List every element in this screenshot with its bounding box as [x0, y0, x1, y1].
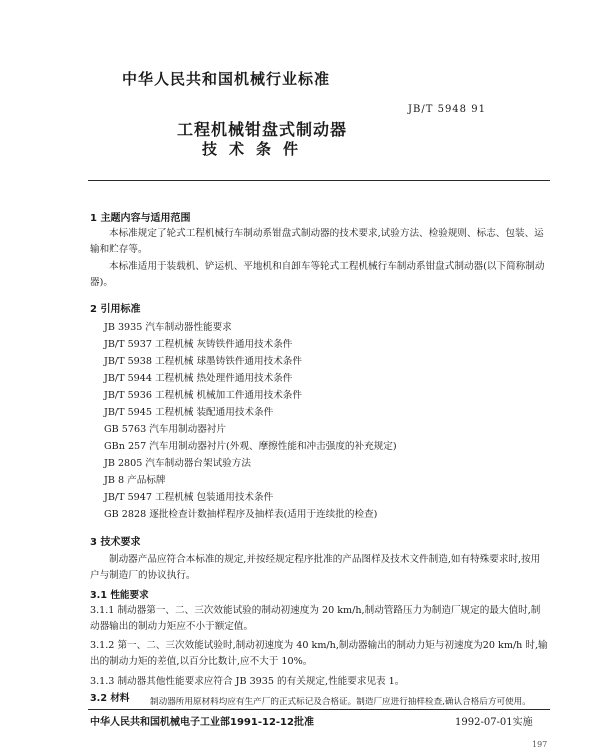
clause-3-2-paragraph: 制动器所用原材料均应有生产厂的正式标记及合格证。制造厂应进行抽样检查,确认合格后方可使用。: [150, 697, 531, 707]
approval-line: 中华人民共和国机械电子工业部1991-12-12批准: [90, 717, 314, 728]
section-2-heading: 2 引用标准: [90, 304, 141, 315]
reference-item: JB 3935 汽车制动器性能要求: [104, 322, 232, 333]
section-1-heading: 1 主题内容与适用范围: [90, 213, 191, 224]
reference-item: JB/T 5936 工程机械 机械加工件通用技术条件: [104, 390, 302, 401]
section-3-heading: 3 技术要求: [90, 537, 141, 548]
header-divider: [88, 180, 550, 181]
section-1-paragraph-2: 本标准适用于装载机、铲运机、平地机和自卸车等轮式工程机械行车制动系钳盘式制动器(以下简称制动器)。: [90, 261, 545, 289]
reference-item: JB/T 5944 工程机械 热处理件通用技术条件: [104, 373, 293, 384]
section-3-1-heading: 3.1 性能要求: [90, 590, 149, 601]
clause-3-1-2: 3.1.2 第一、二、三次效能试验时,制动初速度为 40 km/h,制动器输出的制动力矩与初速度为20 km/h 时,输出的制动力矩的差值,以百分比数计,应不大于 10%。: [90, 640, 548, 668]
reference-item: JB 2805 汽车制动器台架试验方法: [104, 458, 251, 469]
clause-3-1-3: 3.1.3 制动器其他性能要求应符合 JB 3935 的有关规定,性能要求见表 1。: [90, 676, 405, 687]
reference-item: JB 8 产品标牌: [104, 475, 166, 486]
footer-divider: [88, 709, 550, 710]
effective-date: 1992-07-01实施: [455, 717, 533, 728]
reference-item: GBn 257 汽车用制动器衬片(外观、摩擦性能和冲击强度的补充规定): [104, 441, 397, 452]
section-3-paragraph: 制动器产品应符合本标准的规定,并按经规定程序批准的产品图样及技术文件制造,如有特殊要求时,按用户与制造厂的协议执行。: [90, 554, 541, 582]
reference-item: JB/T 5945 工程机械 装配通用技术条件: [104, 407, 274, 418]
reference-item: GB 2828 逐批检查计数抽样程序及抽样表(适用于连续批的检查): [104, 509, 378, 520]
document-subtitle: 技术条件: [202, 140, 311, 158]
reference-item: JB/T 5947 工程机械 包装通用技术条件: [104, 492, 274, 503]
clause-3-1-1: 3.1.1 制动器第一、二、三次效能试验的制动初速度为 20 km/h,制动管路压力为制造厂规定的最大值时,制动器输出的制动力矩应不小于额定值。: [90, 605, 541, 633]
reference-item: JB/T 5937 工程机械 灰铸铁件通用技术条件: [104, 339, 293, 350]
section-1-paragraph-1: 本标准规定了轮式工程机械行车制动系钳盘式制动器的技术要求,试验方法、检验规则、标志、包装、运输和贮存等。: [90, 228, 544, 256]
document-title: 工程机械钳盘式制动器: [177, 120, 348, 139]
reference-item: JB/T 5938 工程机械 球墨铸铁件通用技术条件: [104, 356, 302, 367]
page-number: 197: [532, 740, 548, 749]
reference-item: GB 5763 汽车用制动器衬片: [104, 424, 226, 435]
section-3-2-heading: 3.2 材料: [90, 693, 130, 704]
publisher-heading: 中华人民共和国机械行业标准: [122, 70, 331, 88]
standard-number: JB/T 5948 91: [408, 104, 486, 115]
